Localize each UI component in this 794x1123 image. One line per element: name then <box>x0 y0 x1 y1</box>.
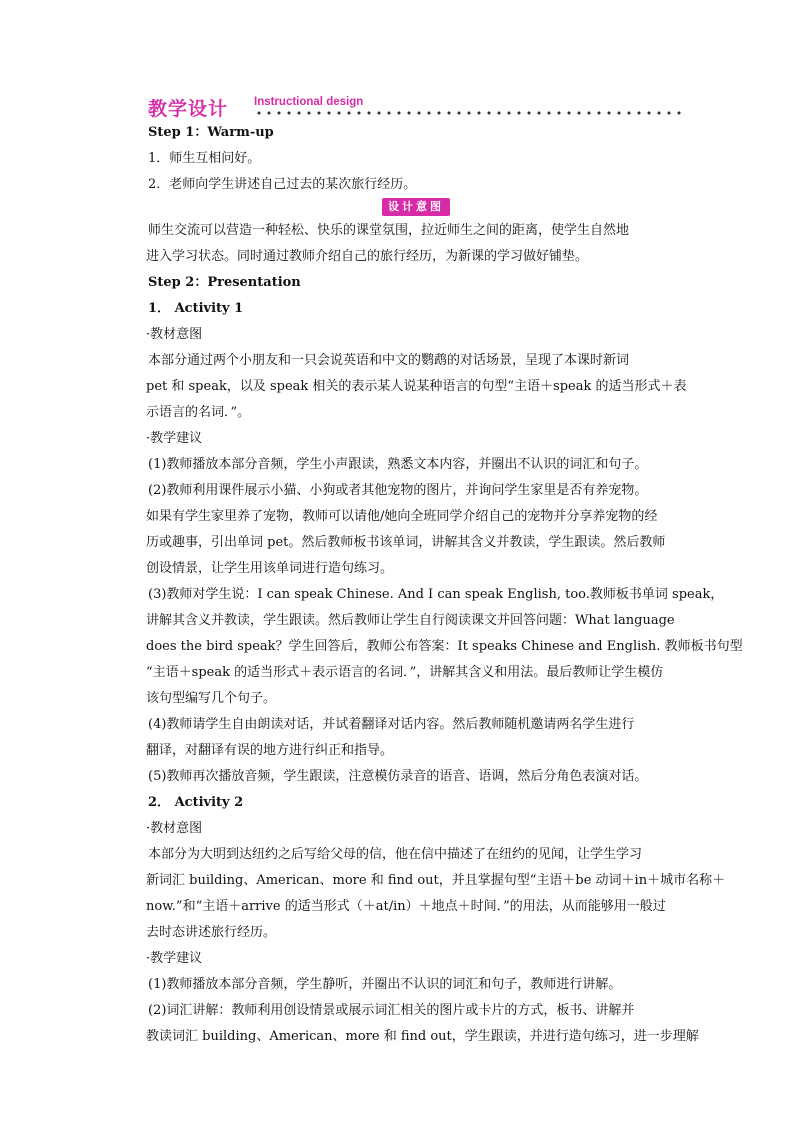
activity1-intent-label: ·教材意图 <box>146 327 203 342</box>
text-line: “主语＋speak 的适当形式＋表示语言的名词．”，讲解其含义和用法。最后教师让学生模仿 <box>146 665 664 680</box>
text-line: 创设情景，让学生用该单词进行造句练习。 <box>146 561 394 576</box>
step2-title: Step 2：Presentation <box>148 275 301 290</box>
text-line: (4)教师请学生自由朗读对话，并试着翻译对话内容。然后教师随机邀请两名学生进行 <box>148 717 635 732</box>
activity1-advice-2 <box>146 478 676 582</box>
text-line: 如果有学生家里养了宠物，教师可以请他/她向全班同学介绍自己的宠物并分享养宠物的经 <box>146 509 658 524</box>
text-line: does the bird speak？学生回答后，教师公布答案：It speaks Chinese and English. 教师板书句型 <box>146 639 743 654</box>
text-line: (2)词汇讲解：教师利用创设情景或展示词汇相关的图片或卡片的方式，板书、讲解并 <box>148 1003 635 1018</box>
activity2-advice-1 <box>146 972 676 998</box>
text-line: 翻译，对翻译有误的地方进行纠正和指导。 <box>146 743 394 758</box>
step1-item-1: 1．师生互相问好。 <box>148 151 261 166</box>
activity1-advice-3 <box>146 582 743 712</box>
text-line: 进入学习状态。同时通过教师介绍自己的旅行经历，为新课的学习做好铺垫。 <box>146 249 589 264</box>
activity1-advice-5 <box>146 764 676 790</box>
text-line: now.”和“主语＋arrive 的适当形式（＋at/in）＋地点＋时间．”的用法，从而能够用一般过 <box>146 899 666 914</box>
activity2-title: 2． Activity 2 <box>148 795 244 810</box>
header-title-cn: 教学设计 <box>148 98 229 120</box>
activity2-intent-paragraph <box>146 842 726 946</box>
header-title-en: Instructional design <box>254 96 364 108</box>
section-header <box>146 94 676 120</box>
page-content <box>146 94 743 1050</box>
text-line: 历或趣事，引出单词 pet。然后教师板书该单词，讲解其含义并教读，学生跟读。然后教师 <box>146 535 666 550</box>
text-line: 示语言的名词．”。 <box>146 405 251 420</box>
text-line: 本部分通过两个小朋友和一只会说英语和中文的鹦鹉的对话场景，呈现了本课时新词 <box>148 353 630 368</box>
text-line: 师生交流可以营造一种轻松、快乐的课堂氛围，拉近师生之间的距离，使学生自然地 <box>148 223 630 238</box>
text-line: 教读词汇 building、American、more 和 find out，学生跟读，并进行造句练习，进一步理解 <box>146 1029 699 1044</box>
activity1-intent-paragraph <box>146 348 687 426</box>
activity1-title: 1． Activity 1 <box>148 301 244 316</box>
design-intent-badge: 设计意图 <box>382 198 450 216</box>
text-line: 新词汇 building、American、more 和 find out，并且掌握句型“主语＋be 动词＋in＋城市名称＋ <box>146 873 726 888</box>
activity1-advice-4 <box>146 712 676 764</box>
text-line: 本部分为大明到达纽约之后写给父母的信，他在信中描述了在纽约的见闻，让学生学习 <box>148 847 643 862</box>
text-line: (5)教师再次播放音频，学生跟读，注意模仿录音的语音、语调，然后分角色表演对话。 <box>148 769 648 784</box>
text-line: 去时态讲述旅行经历。 <box>146 925 277 940</box>
text-line: 该句型编写几个句子。 <box>146 691 277 706</box>
step1-title: Step 1：Warm-up <box>148 125 274 140</box>
text-line: (2)教师利用课件展示小猫、小狗或者其他宠物的图片，并询问学生家里是否有养宠物。 <box>148 483 648 498</box>
activity2-intent-label: ·教材意图 <box>146 821 203 836</box>
activity2-advice-label: ·教学建议 <box>146 951 203 966</box>
text-line: (1)教师播放本部分音频，学生小声跟读，熟悉文本内容，并圈出不认识的词汇和句子。 <box>148 457 648 472</box>
step1-item-2: 2．老师向学生讲述自己过去的某次旅行经历。 <box>148 177 417 192</box>
step1-paragraph <box>146 218 676 270</box>
text-line: (3)教师对学生说：I can speak Chinese. And I can speak English, too.教师板书单词 speak， <box>148 587 724 602</box>
text-line: 讲解其含义并教读，学生跟读。然后教师让学生自行阅读课文并回答问题：What language <box>146 613 675 628</box>
text-line: (1)教师播放本部分音频，学生静听，并圈出不认识的词汇和句子，教师进行讲解。 <box>148 977 622 992</box>
activity2-advice-2 <box>146 998 699 1050</box>
text-line: pet 和 speak，以及 speak 相关的表示某人说某种语言的句型“主语＋speak 的适当形式＋表 <box>146 379 687 394</box>
activity1-advice-label: ·教学建议 <box>146 431 203 446</box>
activity1-advice-1 <box>146 452 676 478</box>
design-intent-badge-row <box>146 198 676 218</box>
dotted-rule <box>254 110 682 116</box>
